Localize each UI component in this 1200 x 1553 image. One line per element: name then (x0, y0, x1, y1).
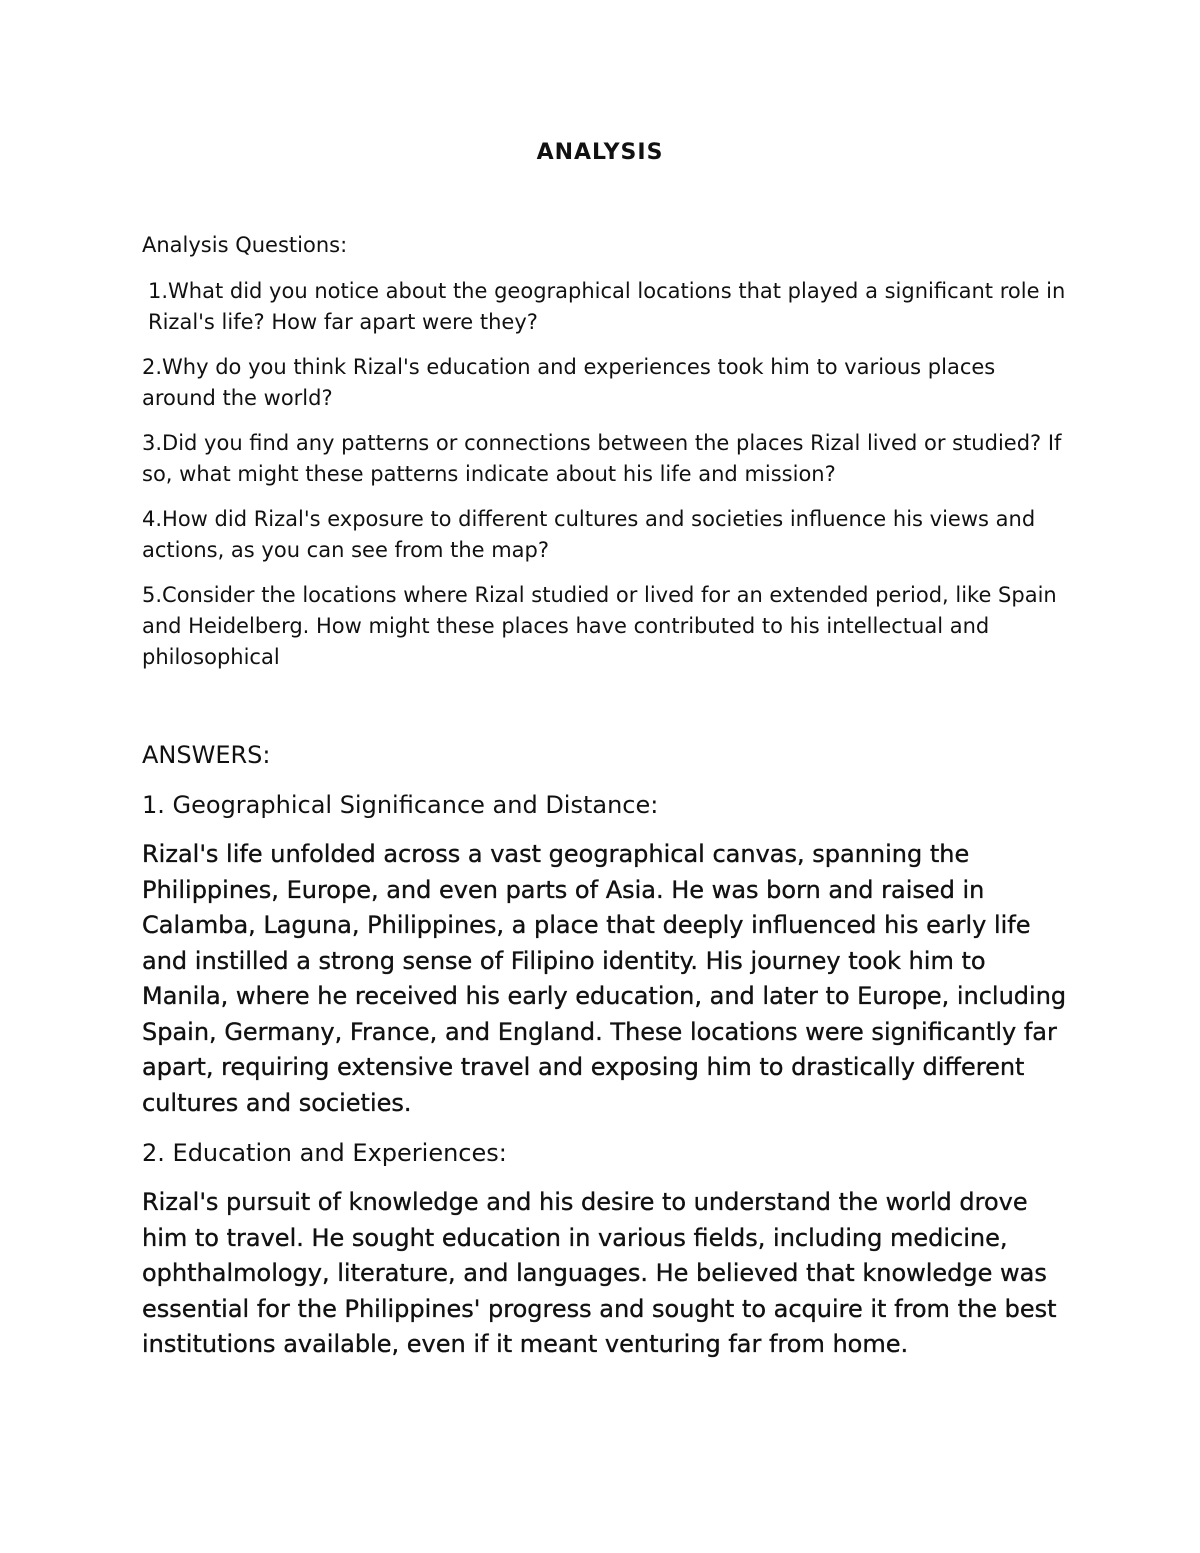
question-item: 4.How did Rizal's exposure to different cultures and societies influence his views and actions, as you can see from the map? (142, 507, 1036, 562)
analysis-questions-section (142, 230, 1072, 687)
question-item: 3.Did you find any patterns or connections between the places Rizal lived or studied? If so, what might these patterns indicate about his life and mission? (142, 431, 1062, 486)
answers-heading: ANSWERS: (142, 741, 271, 769)
answer-section-body: Rizal's life unfolded across a vast geographical canvas, spanning the Philippines, Europe, and even parts of Asia. He was born and raised in Calamba, Laguna, Philippines, a place that deeply influenced his early life and instilled a strong sense of Filipino identity. His journey took him to Manila, where he received his early education, and later to Europe, including Spain, Germany, France, and England. These locations were significantly far apart, requiring extensive travel and exposing him to drastically different cultures and societies. (142, 840, 1067, 1117)
questions-heading: Analysis Questions: (142, 233, 348, 257)
answer-section-heading: 1. Geographical Significance and Distance: (142, 791, 659, 819)
document-title: ANALYSIS (536, 140, 664, 165)
answer-section-body: Rizal's pursuit of knowledge and his desire to understand the world drove him to travel. He sought education in various fields, including medicine, ophthalmology, literature, and languages. He believed that knowledge was essential for the Philippines' progress and sought to acquire it from the best institutions available, even if it meant venturing far from home. (142, 1188, 1057, 1358)
question-item: 2.Why do you think Rizal's education and experiences took him to various places around the world? (142, 355, 996, 410)
answer-section-heading: 2. Education and Experiences: (142, 1139, 507, 1167)
question-item: 1.What did you notice about the geographical locations that played a significant role in Rizal's life? How far apart were they? (148, 279, 1066, 334)
answers-section (142, 737, 1072, 1377)
question-item: 5.Consider the locations where Rizal studied or lived for an extended period, like Spain and Heidelberg. How might these places have contributed to his intellectual and philosophical (142, 583, 1057, 669)
